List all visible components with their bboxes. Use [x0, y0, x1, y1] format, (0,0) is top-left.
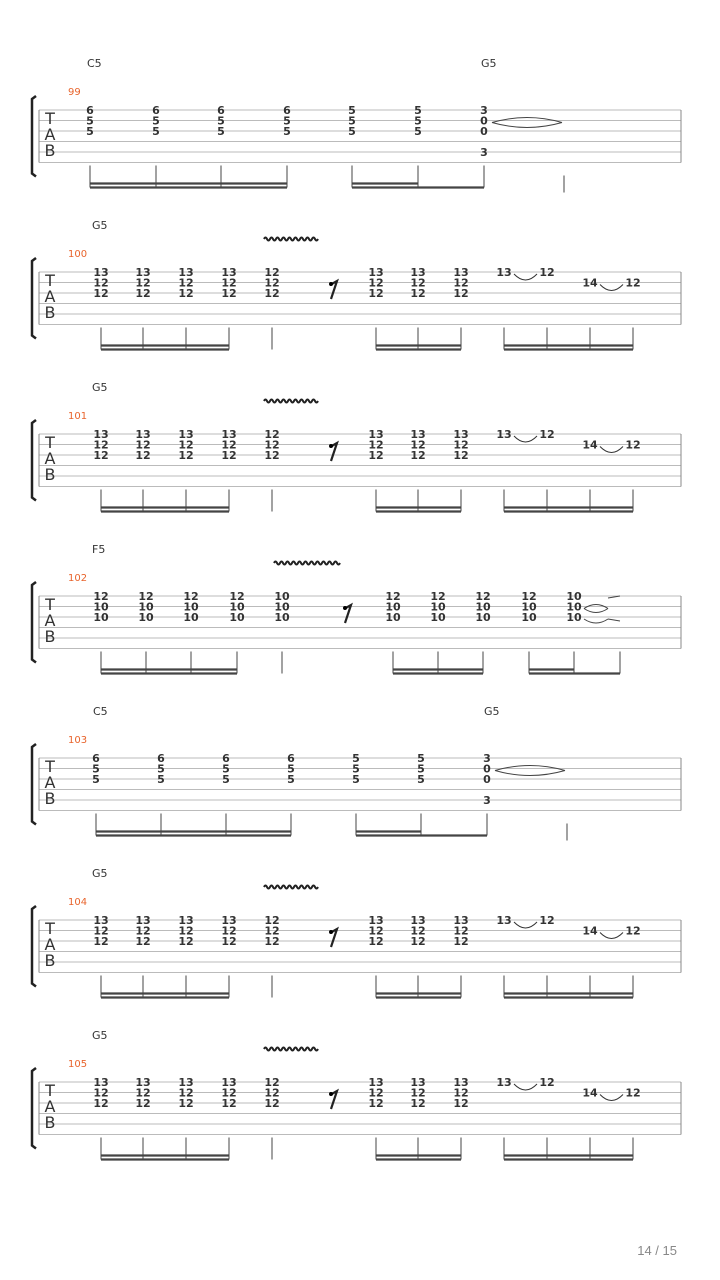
fret-number: 12 [135, 449, 151, 462]
fret-number: 10 [274, 590, 290, 603]
fret-number: 10 [274, 611, 290, 624]
fret-number: 6 [92, 752, 100, 765]
fret-number: 6 [157, 752, 165, 765]
fret-number: 10 [138, 611, 154, 624]
fret-number: 5 [414, 114, 422, 128]
fret-number: 10 [274, 600, 290, 614]
fret-number: 6 [86, 104, 94, 117]
fret-number: 13 [453, 914, 469, 927]
fret-number: 0 [483, 773, 491, 786]
vibrato-mark [264, 238, 318, 241]
chord-name: G5 [92, 381, 108, 394]
fret-number: 12 [625, 276, 641, 290]
fret-number: 10 [566, 611, 582, 624]
tab-letter-t: T [45, 109, 55, 128]
fret-number: 3 [483, 752, 491, 765]
measure-number: 102 [68, 573, 88, 584]
fret-number: 12 [178, 1097, 194, 1110]
measure-number: 104 [68, 897, 88, 908]
fret-number: 5 [92, 762, 100, 776]
fret-number: 12 [453, 276, 469, 290]
fret-number: 12 [229, 590, 245, 603]
fret-number: 5 [283, 114, 291, 128]
fret-number: 12 [221, 287, 237, 300]
fret-number: 12 [138, 590, 154, 603]
fret-number: 13 [453, 428, 469, 441]
fret-number: 3 [483, 794, 491, 807]
fret-number: 5 [348, 114, 356, 128]
fret-number: 12 [410, 287, 426, 300]
fret-number: 10 [521, 611, 537, 624]
fret-number: 14 [582, 438, 598, 452]
fret-number: 12 [264, 924, 280, 938]
fret-number: 3 [480, 146, 488, 159]
fret-number: 5 [352, 762, 360, 776]
fret-number: 5 [222, 773, 230, 786]
sixteenth-rest-dot [329, 930, 333, 934]
fret-number: 13 [410, 266, 426, 279]
fret-number: 0 [483, 762, 491, 776]
system-bracket [32, 258, 36, 339]
fret-number: 12 [475, 590, 491, 603]
sixteenth-rest-dot [329, 1092, 333, 1096]
fret-number: 12 [135, 1086, 151, 1100]
fret-number: 5 [157, 762, 165, 776]
fret-number: 12 [410, 935, 426, 948]
fret-number: 6 [283, 104, 291, 117]
tab-letter-b: B [44, 141, 56, 160]
fret-number: 13 [135, 428, 151, 441]
fret-number: 13 [93, 1076, 109, 1089]
fret-number: 12 [135, 276, 151, 290]
fret-number: 13 [496, 914, 512, 927]
fret-number: 13 [221, 428, 237, 441]
tab-letter-t: T [45, 919, 55, 938]
fret-number: 5 [222, 762, 230, 776]
tab-letter-a: A [44, 287, 56, 306]
fret-number: 12 [264, 266, 280, 279]
fret-number: 13 [496, 266, 512, 279]
fret-number: 12 [264, 914, 280, 927]
fret-number: 12 [539, 914, 555, 927]
fret-number: 10 [521, 600, 537, 614]
fret-number: 13 [221, 1076, 237, 1089]
fret-number: 6 [287, 752, 295, 765]
fret-number: 10 [566, 590, 582, 603]
fret-number: 5 [287, 762, 295, 776]
slur [600, 447, 623, 453]
chord-name: G5 [481, 57, 497, 70]
fret-number: 10 [183, 611, 199, 624]
fret-number: 10 [566, 600, 582, 614]
tab-letter-a: A [44, 611, 56, 630]
fret-number: 12 [93, 449, 109, 462]
fret-number: 12 [385, 590, 401, 603]
fret-number: 12 [539, 1076, 555, 1089]
fret-number: 12 [625, 438, 641, 452]
fret-number: 10 [93, 611, 109, 624]
fret-number: 12 [539, 428, 555, 441]
tab-letter-t: T [45, 433, 55, 452]
fret-number: 13 [178, 914, 194, 927]
fret-number: 12 [410, 449, 426, 462]
fret-number: 14 [582, 924, 598, 938]
page-indicator: 14 / 15 [637, 1243, 677, 1258]
fret-number: 12 [453, 924, 469, 938]
fret-number: 12 [178, 935, 194, 948]
fret-number: 6 [217, 104, 225, 117]
fret-number: 12 [453, 449, 469, 462]
tab-letter-a: A [44, 125, 56, 144]
fret-number: 12 [221, 924, 237, 938]
fret-number: 12 [625, 1086, 641, 1100]
system-bracket [32, 582, 36, 663]
chord-name: G5 [92, 867, 108, 880]
tab-letter-a: A [44, 449, 56, 468]
fret-number: 12 [368, 1097, 384, 1110]
fret-number: 13 [368, 266, 384, 279]
tie [495, 771, 565, 776]
slur [514, 274, 537, 280]
fret-number: 12 [368, 935, 384, 948]
fret-number: 13 [221, 914, 237, 927]
fret-number: 12 [178, 438, 194, 452]
fret-number: 5 [287, 773, 295, 786]
fret-number: 12 [410, 1086, 426, 1100]
measure-number: 101 [68, 411, 88, 422]
fret-number: 12 [430, 590, 446, 603]
fret-number: 5 [417, 762, 425, 776]
vibrato-mark [264, 1048, 318, 1051]
slur [514, 436, 537, 442]
fret-number: 12 [135, 1097, 151, 1110]
chord-name: G5 [92, 219, 108, 232]
slur [514, 1084, 537, 1090]
measure-number: 103 [68, 735, 88, 746]
fret-number: 13 [178, 428, 194, 441]
system-bracket [32, 96, 36, 177]
system-bracket [32, 420, 36, 501]
fret-number: 14 [582, 1086, 598, 1100]
fret-number: 13 [221, 266, 237, 279]
fret-number: 0 [480, 114, 488, 128]
vibrato-mark [264, 400, 318, 403]
fret-number: 13 [453, 1076, 469, 1089]
fret-number: 13 [410, 914, 426, 927]
fret-number: 13 [410, 428, 426, 441]
fret-number: 12 [264, 428, 280, 441]
fret-number: 5 [417, 752, 425, 765]
fret-number: 10 [385, 600, 401, 614]
tie [584, 609, 608, 613]
fret-number: 12 [264, 935, 280, 948]
fret-number: 12 [368, 276, 384, 290]
fret-number: 6 [222, 752, 230, 765]
system-bracket [32, 744, 36, 825]
tab-letter-b: B [44, 627, 56, 646]
fret-number: 12 [135, 438, 151, 452]
fret-number: 12 [135, 924, 151, 938]
tab-letter-b: B [44, 465, 56, 484]
tab-letter-t: T [45, 271, 55, 290]
fret-number: 10 [183, 600, 199, 614]
fret-number: 10 [475, 611, 491, 624]
tab-letter-b: B [44, 303, 56, 322]
tab-letter-b: B [44, 789, 56, 808]
slur [514, 922, 537, 928]
fret-number: 12 [368, 438, 384, 452]
fret-number: 12 [368, 287, 384, 300]
fret-number: 12 [221, 935, 237, 948]
vibrato-mark [274, 562, 340, 565]
fret-number: 12 [93, 935, 109, 948]
fret-number: 5 [86, 125, 94, 138]
fret-number: 12 [453, 438, 469, 452]
tie [584, 619, 608, 623]
fret-number: 13 [368, 1076, 384, 1089]
tab-letter-t: T [45, 595, 55, 614]
fret-number: 12 [264, 438, 280, 452]
tab-letter-b: B [44, 1113, 56, 1132]
fret-number: 5 [352, 752, 360, 765]
chord-name: C5 [87, 57, 102, 70]
slur [600, 285, 623, 291]
fret-number: 5 [352, 773, 360, 786]
fret-number: 12 [264, 1097, 280, 1110]
fret-number: 12 [368, 449, 384, 462]
fret-number: 12 [453, 1097, 469, 1110]
fret-number: 10 [229, 611, 245, 624]
sixteenth-rest-dot [329, 444, 333, 448]
fret-number: 5 [217, 114, 225, 128]
fret-number: 12 [178, 449, 194, 462]
fret-number: 10 [385, 611, 401, 624]
tab-letter-b: B [44, 951, 56, 970]
fret-number: 13 [135, 266, 151, 279]
fret-number: 12 [453, 287, 469, 300]
vibrato-mark [264, 886, 318, 889]
fret-number: 12 [93, 276, 109, 290]
fret-number: 12 [93, 1097, 109, 1110]
fret-number: 5 [283, 125, 291, 138]
fret-number: 12 [221, 1097, 237, 1110]
fret-number: 5 [152, 125, 160, 138]
fret-number: 10 [475, 600, 491, 614]
fret-number: 13 [368, 428, 384, 441]
fret-number: 12 [135, 935, 151, 948]
fret-number: 12 [178, 1086, 194, 1100]
fret-number: 12 [93, 924, 109, 938]
fret-number: 13 [135, 1076, 151, 1089]
fret-number: 12 [221, 276, 237, 290]
fret-number: 13 [135, 914, 151, 927]
fret-number: 5 [152, 114, 160, 128]
fret-number: 12 [178, 276, 194, 290]
fret-number: 5 [157, 773, 165, 786]
fret-number: 10 [430, 600, 446, 614]
fret-number: 12 [221, 438, 237, 452]
fret-number: 12 [183, 590, 199, 603]
fret-number: 12 [264, 1076, 280, 1089]
fret-number: 12 [221, 449, 237, 462]
fret-number: 5 [86, 114, 94, 128]
fret-number: 12 [264, 287, 280, 300]
fret-number: 5 [414, 104, 422, 117]
fret-number: 12 [93, 1086, 109, 1100]
fret-number: 12 [539, 266, 555, 279]
fret-number: 12 [521, 590, 537, 603]
fret-number: 13 [93, 914, 109, 927]
fret-number: 13 [93, 266, 109, 279]
fret-number: 0 [480, 125, 488, 138]
fret-number: 5 [348, 125, 356, 138]
fret-number: 13 [178, 1076, 194, 1089]
fret-number: 12 [453, 935, 469, 948]
fret-number: 12 [368, 1086, 384, 1100]
fret-number: 12 [264, 276, 280, 290]
fret-number: 13 [178, 266, 194, 279]
fret-number: 12 [264, 1086, 280, 1100]
fret-number: 10 [430, 611, 446, 624]
measure-number: 105 [68, 1059, 88, 1070]
chord-name: G5 [484, 705, 500, 718]
fret-number: 12 [410, 438, 426, 452]
fret-number: 13 [410, 1076, 426, 1089]
system-bracket [32, 906, 36, 987]
fret-number: 5 [217, 125, 225, 138]
fret-number: 13 [496, 428, 512, 441]
fret-number: 5 [417, 773, 425, 786]
fret-number: 6 [152, 104, 160, 117]
fret-number: 3 [480, 104, 488, 117]
fret-number: 10 [138, 600, 154, 614]
fret-number: 10 [229, 600, 245, 614]
chord-name: F5 [92, 543, 106, 556]
fret-number: 12 [453, 1086, 469, 1100]
fret-number: 12 [368, 924, 384, 938]
chord-name: G5 [92, 1029, 108, 1042]
fret-number: 12 [625, 924, 641, 938]
fret-number: 12 [93, 287, 109, 300]
sixteenth-rest-dot [329, 282, 333, 286]
fret-number: 12 [410, 276, 426, 290]
system-bracket [32, 1068, 36, 1149]
fret-number: 13 [93, 428, 109, 441]
chord-name: C5 [93, 705, 108, 718]
fret-number: 5 [414, 125, 422, 138]
fret-number: 13 [453, 266, 469, 279]
fret-number: 12 [135, 287, 151, 300]
fret-number: 12 [93, 590, 109, 603]
fret-number: 12 [178, 287, 194, 300]
tab-letter-t: T [45, 757, 55, 776]
tab-letter-a: A [44, 1097, 56, 1116]
measure-number: 99 [68, 87, 81, 98]
fret-number: 10 [93, 600, 109, 614]
fret-number: 12 [221, 1086, 237, 1100]
sixteenth-rest-dot [343, 606, 347, 610]
tab-letter-t: T [45, 1081, 55, 1100]
fret-number: 5 [348, 104, 356, 117]
fret-number: 12 [410, 1097, 426, 1110]
tie [492, 123, 562, 128]
fret-number: 12 [93, 438, 109, 452]
fret-number: 12 [178, 924, 194, 938]
tab-letter-a: A [44, 935, 56, 954]
tab-letter-a: A [44, 773, 56, 792]
fret-number: 12 [410, 924, 426, 938]
fret-number: 13 [368, 914, 384, 927]
slur [600, 1095, 623, 1101]
fret-number: 5 [92, 773, 100, 786]
fret-number: 12 [264, 449, 280, 462]
fret-number: 14 [582, 276, 598, 290]
fret-number: 13 [496, 1076, 512, 1089]
measure-number: 100 [68, 249, 88, 260]
slur [600, 933, 623, 939]
